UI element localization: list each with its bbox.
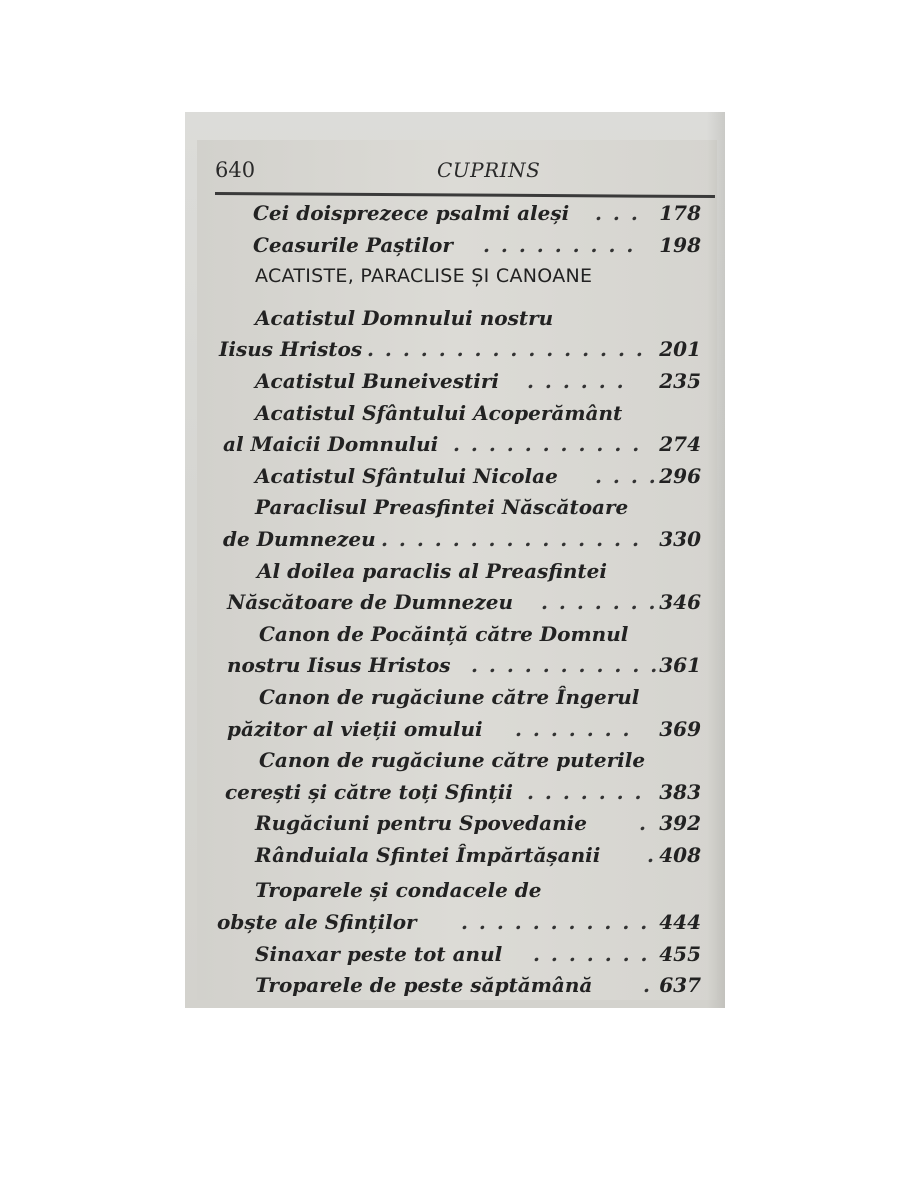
toc-entry — [215, 939, 715, 971]
toc-entry — [215, 398, 715, 430]
toc-entry — [215, 461, 715, 493]
page-number: 640 — [215, 158, 256, 182]
toc-entry-page: 361 — [659, 653, 701, 678]
toc-entry — [215, 714, 715, 746]
toc-entry-page: 369 — [659, 716, 701, 741]
toc-entry-leader: . . . . . . . — [533, 941, 650, 966]
toc-entry — [215, 875, 715, 907]
toc-entry-title: Iisus Hristos — [219, 337, 363, 362]
toc-entry-page: 198 — [659, 232, 701, 257]
toc-entry-page: 383 — [659, 779, 701, 804]
toc-entry-title: Canon de rugăciune către Îngerul — [259, 684, 640, 709]
toc-entry-title: Cei doisprezece psalmi aleși — [253, 201, 570, 225]
toc-entry-title: Acatistul Buneivestiri — [255, 368, 499, 393]
toc-entry — [215, 619, 715, 651]
toc-entry-title: Acatistul Sfântului Acoperământ — [255, 400, 623, 425]
toc-entry-leader: . . . . . . . — [527, 779, 644, 804]
toc-entry-page: 346 — [659, 590, 701, 615]
toc-entry-leader: . . . . . . . . . . . — [453, 432, 642, 457]
book-page-photo — [185, 112, 725, 1008]
toc-entry — [215, 198, 715, 230]
toc-section-heading — [215, 261, 715, 293]
toc-entry-title: obște ale Sfinților — [217, 910, 417, 935]
toc-entry-leader: . . . . . . . . . . . — [461, 910, 650, 935]
toc-entry-title: Paraclisul Preasfintei Născătoare — [255, 495, 629, 520]
toc-entry-title: Rânduiala Sfintei Împărtășanii — [255, 842, 601, 867]
toc-entry-title: nostru Iisus Hristos — [227, 653, 451, 678]
toc-section-title: ACATISTE, PARACLISE ȘI CANOANE — [255, 265, 593, 288]
toc-entry-page: 444 — [659, 910, 701, 935]
toc-entry-title: Canon de Pocăință către Domnul — [259, 621, 629, 646]
toc-entry-page: 235 — [659, 368, 701, 393]
toc-entry — [215, 745, 715, 777]
toc-entry-page: 392 — [659, 811, 701, 836]
page-title: CUPRINS — [437, 158, 541, 182]
toc-entry-title: al Maicii Domnului — [223, 432, 439, 457]
toc-entry — [215, 587, 715, 619]
toc-entry — [215, 366, 715, 398]
toc-entry-leader: . . . . . . . . . — [483, 232, 636, 257]
toc-entry — [215, 840, 715, 872]
toc-entry-leader: . . . — [595, 201, 640, 225]
toc-entry-leader: . — [639, 811, 648, 836]
toc-entry — [215, 682, 715, 714]
toc-entry — [215, 777, 715, 809]
toc-entry-page: 455 — [659, 941, 701, 966]
toc-entry-leader: . — [647, 842, 656, 867]
toc-entry-leader: . . . . . . . — [541, 590, 658, 615]
toc-entry-title: cerești și către toți Sfinții — [225, 779, 513, 804]
toc-entry — [215, 907, 715, 939]
toc-entry-title: Troparele și condacele de — [255, 878, 542, 903]
toc-entry-title: păzitor al vieții omului — [227, 716, 483, 741]
toc-entry-title: Născătoare de Dumnezeu — [227, 590, 514, 615]
toc-entry — [215, 303, 715, 335]
toc-entry-title: Sinaxar peste tot anul — [255, 941, 503, 966]
toc-entry-page: 201 — [659, 337, 701, 362]
toc-entry — [215, 650, 715, 682]
toc-entry-page: 408 — [659, 842, 701, 867]
toc-entry — [215, 970, 715, 1002]
toc-entry — [215, 334, 715, 366]
toc-entry-leader: . . . . . . — [527, 368, 626, 393]
toc-entry-title: Canon de rugăciune către puterile — [259, 748, 646, 773]
toc-entry-leader: . . . . . . . . . . . . . . . — [381, 526, 641, 551]
toc-entry-title: Rugăciuni pentru Spovedanie — [255, 811, 587, 836]
toc-entry — [215, 556, 715, 588]
toc-entry — [215, 808, 715, 840]
toc-entry-leader: . . . . — [595, 463, 658, 488]
page-header — [215, 158, 715, 188]
toc-entry-title: Acatistul Domnului nostru — [255, 305, 554, 330]
toc-entry-page: 178 — [659, 201, 701, 225]
toc-entry — [215, 230, 715, 262]
toc-entry-leader: . — [643, 973, 652, 998]
toc-entry-page: 274 — [659, 432, 701, 457]
toc-entry-title: Al doilea paraclis al Preasfintei — [257, 558, 607, 583]
toc-entry-title: Troparele de peste săptămână — [255, 973, 593, 998]
toc-entry-leader: . . . . . . . — [515, 716, 632, 741]
table-of-contents — [215, 198, 715, 1002]
toc-entry — [215, 492, 715, 524]
toc-entry-title: Acatistul Sfântului Nicolae — [255, 463, 558, 488]
toc-entry-leader: . . . . . . . . . . . — [471, 653, 660, 678]
toc-entry-page: 637 — [659, 973, 701, 998]
toc-entry — [215, 524, 715, 556]
toc-entry-page: 296 — [659, 463, 701, 488]
toc-entry-title: de Dumnezeu — [223, 526, 376, 551]
toc-entry-page: 330 — [659, 526, 701, 551]
toc-entry-title: Ceasurile Paștilor — [253, 232, 453, 257]
toc-entry-leader: . . . . . . . . . . . . . . . . — [367, 337, 645, 362]
toc-entry — [215, 429, 715, 461]
